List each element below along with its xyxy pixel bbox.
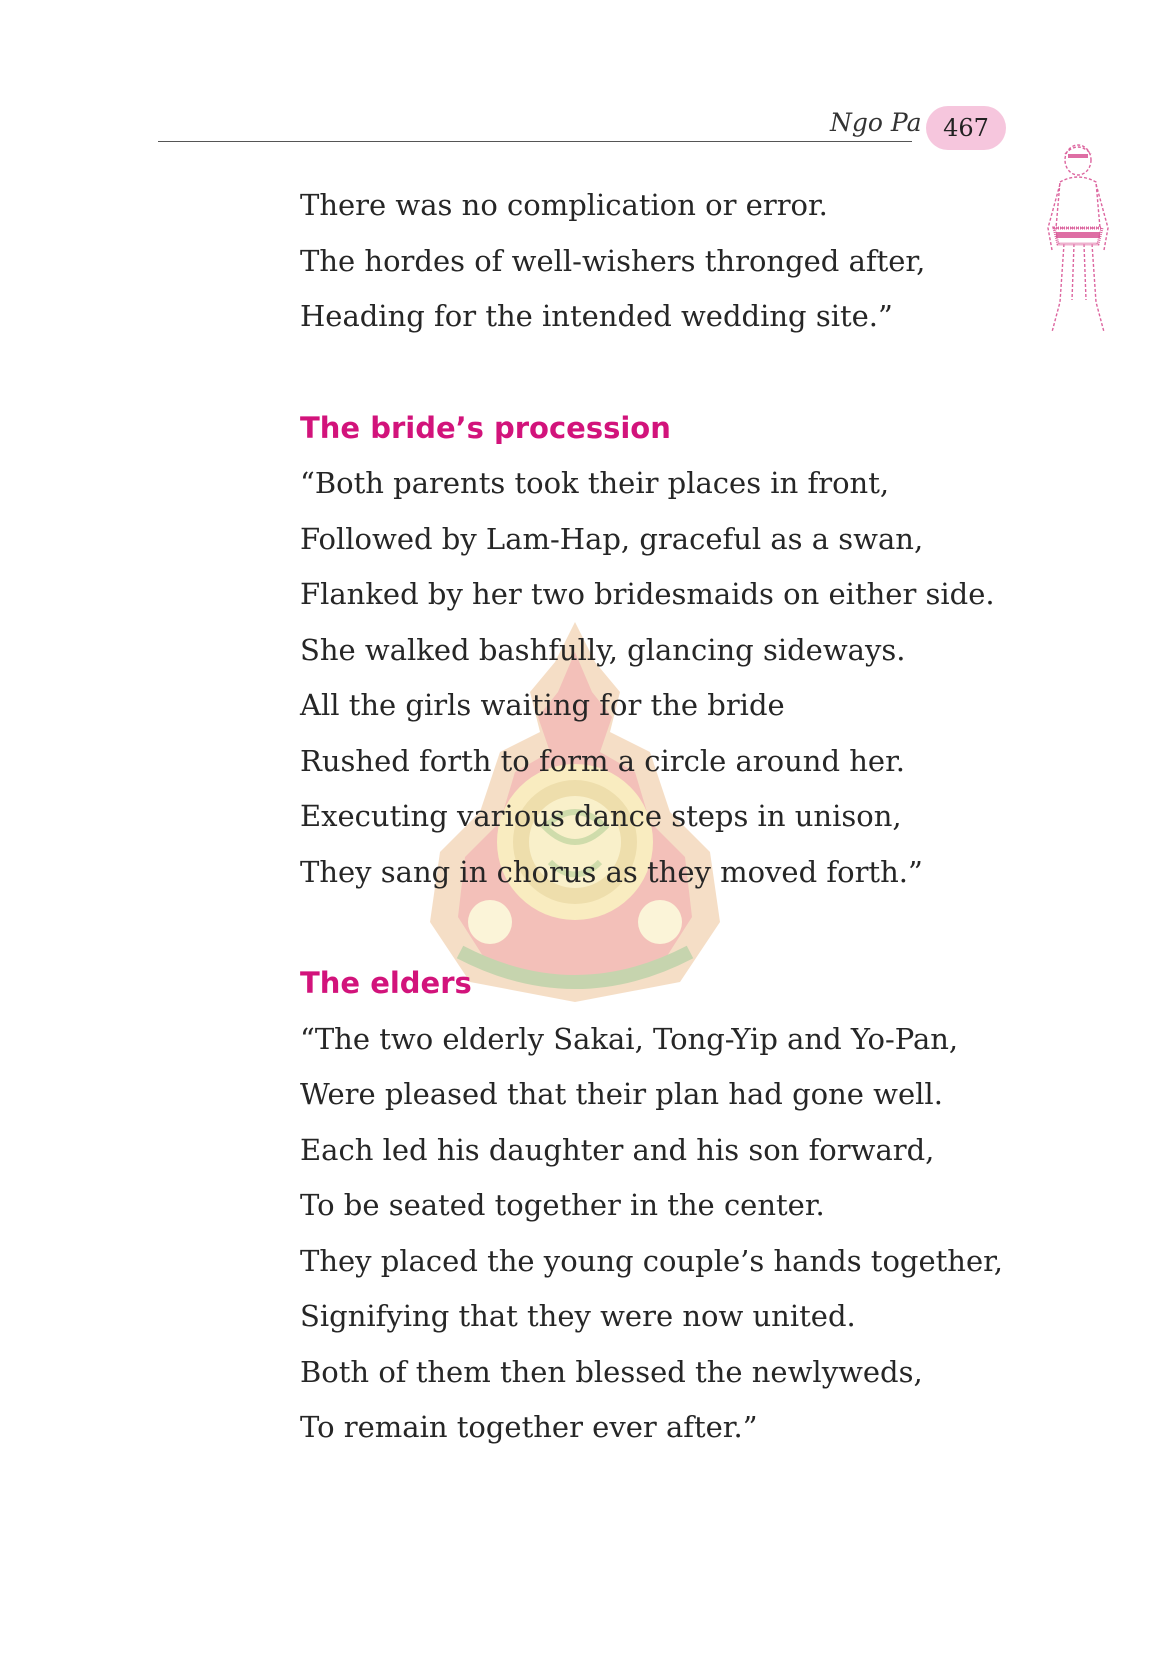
poem-line: Both of them then blessed the newlyweds, — [300, 1354, 923, 1389]
section-elders — [300, 956, 1060, 1456]
poem-line: Followed by Lam-Hap, graceful as a swan, — [300, 521, 924, 556]
poem-line: All the girls waiting for the bride — [300, 688, 785, 722]
poem-line: They sang in chorus as they moved forth.” — [300, 854, 923, 889]
poem-line: Were pleased that their plan had gone well. — [300, 1077, 943, 1111]
poem-line: Flanked by her two bridesmaids on either side. — [300, 577, 995, 611]
section-heading: The bride’s procession — [300, 410, 671, 445]
poem-line: Heading for the intended wedding site.” — [300, 299, 893, 333]
section-heading: The elders — [300, 966, 472, 1000]
poem-line: “Both parents took their places in front, — [300, 466, 890, 500]
poem-line: “The two elderly Sakai, Tong-Yip and Yo-Pan, — [300, 1021, 959, 1056]
header-rule — [158, 141, 912, 142]
section-brides-procession — [300, 401, 1060, 901]
poem-line: Rushed forth to form a circle around her. — [300, 743, 905, 778]
poem-line: She walked bashfully, glancing sideways. — [300, 632, 906, 667]
poem-line: Each led his daughter and his son forward, — [300, 1132, 935, 1167]
poem-line: Executing various dance steps in unison, — [300, 799, 902, 833]
poem-line: To be seated together in the center. — [300, 1188, 825, 1222]
poem-body — [300, 178, 1060, 1456]
page-number: 467 — [943, 114, 989, 142]
page-number-badge — [926, 106, 1006, 150]
poem-line: Signifying that they were now united. — [300, 1299, 856, 1333]
poem-line: They placed the young couple’s hands together, — [300, 1243, 1004, 1278]
poem-line: The hordes of well-wishers thronged after, — [300, 243, 926, 278]
section-opening — [300, 178, 1060, 345]
poem-line: There was no complication or error. — [300, 188, 828, 222]
running-title: Ngo Pa — [830, 108, 922, 137]
poem-line: To remain together ever after.” — [300, 1410, 758, 1444]
